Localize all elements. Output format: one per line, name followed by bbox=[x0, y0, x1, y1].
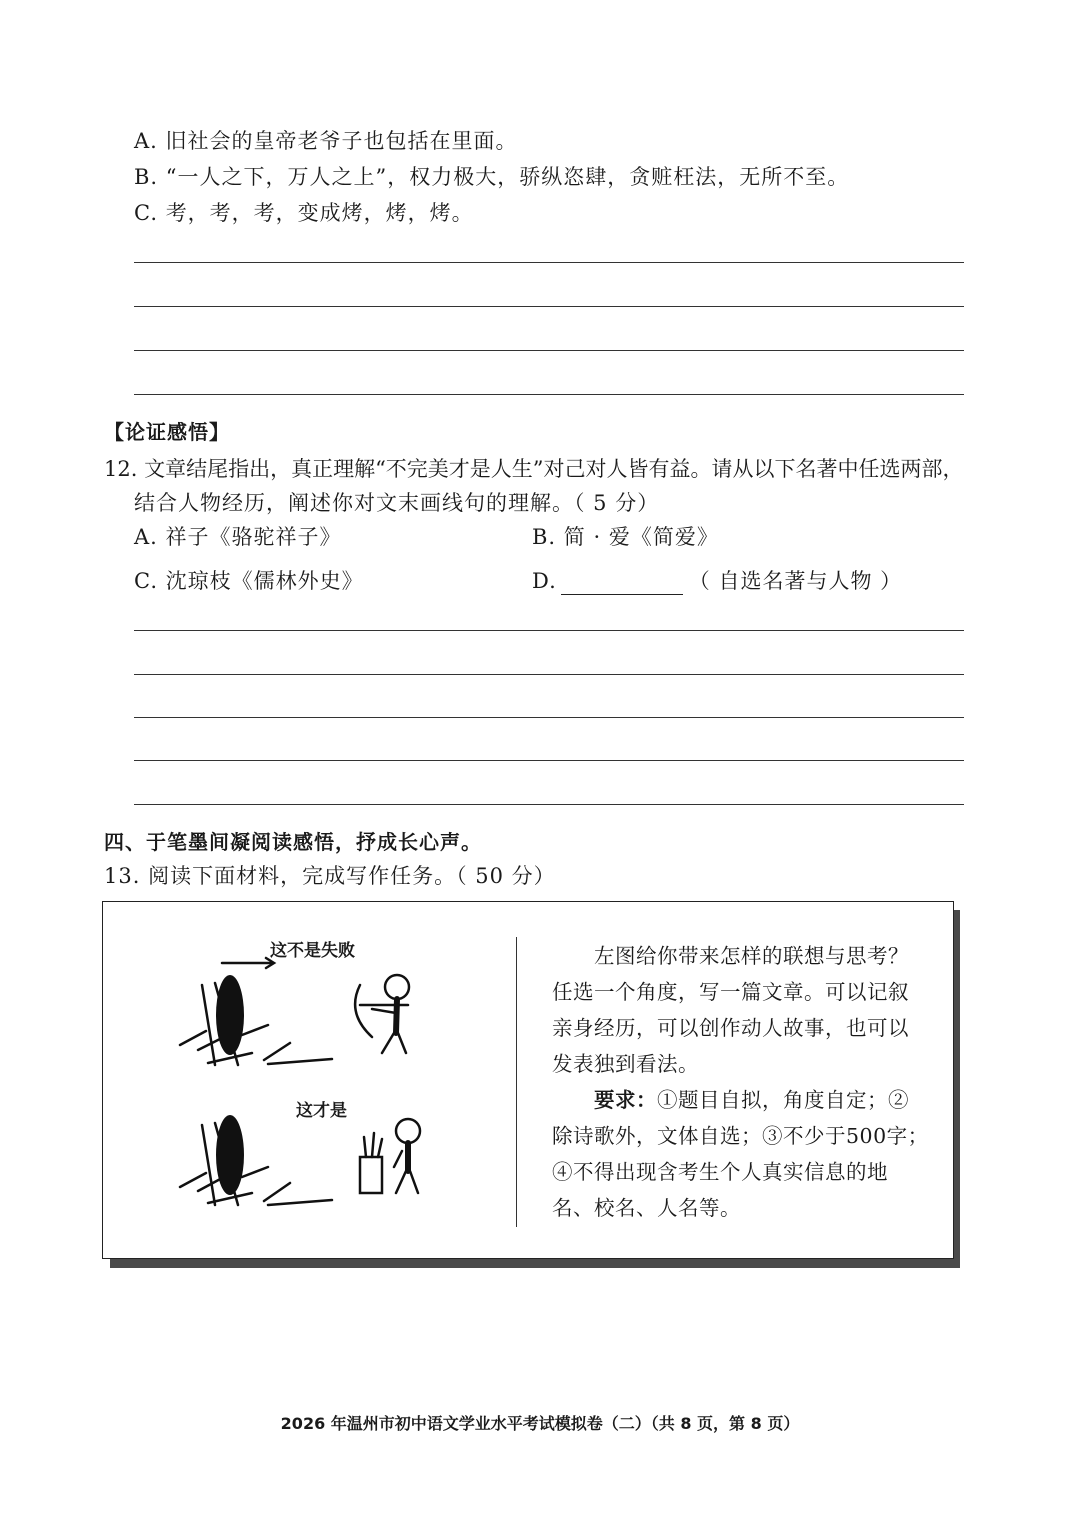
answer-line[interactable] bbox=[134, 350, 964, 351]
section-heading-lunzheng: 【论证感悟】 bbox=[104, 420, 230, 444]
option-text: 祥子《骆驼祥子》 bbox=[165, 525, 342, 549]
option-label: C. bbox=[134, 201, 158, 225]
q13-stem: 13. 阅读下面材料，完成写作任务。（ 50 分） bbox=[104, 864, 556, 888]
archery-cartoon bbox=[160, 925, 450, 1215]
option-label: A. bbox=[134, 525, 158, 549]
requirement-label: 要求： bbox=[594, 1088, 657, 1112]
option-label: D. bbox=[532, 569, 557, 593]
q12-option-b bbox=[532, 521, 719, 551]
section-heading-4: 四、于笔墨间凝阅读感悟，抒成长心声。 bbox=[104, 830, 482, 854]
prompt-line: 左图给你带来怎样的联想与思考？ bbox=[594, 944, 909, 968]
option-label: A. bbox=[134, 129, 158, 153]
q12-option-c bbox=[134, 565, 364, 595]
requirement-line-1 bbox=[552, 1082, 942, 1118]
fill-in-blank[interactable] bbox=[561, 574, 683, 595]
answer-line[interactable] bbox=[134, 306, 964, 307]
q12-option-a bbox=[134, 521, 342, 551]
answer-line[interactable] bbox=[134, 262, 964, 263]
requirement-line: ④不得出现含考生个人真实信息的地 bbox=[552, 1160, 888, 1184]
option-label: B. bbox=[532, 525, 557, 549]
q12-option-d bbox=[532, 565, 902, 595]
option-text: （ 自选名著与人物 ） bbox=[688, 569, 903, 593]
answer-line[interactable] bbox=[134, 717, 964, 718]
answer-line[interactable] bbox=[134, 394, 964, 395]
option-text: 考，考，考，变成烤，烤，烤。 bbox=[165, 201, 474, 225]
target-icon bbox=[216, 1115, 244, 1195]
box-divider bbox=[516, 937, 517, 1227]
option-text: 沈琼枝《儒林外史》 bbox=[165, 569, 364, 593]
answer-line[interactable] bbox=[134, 804, 964, 805]
requirement-text: ①题目自拟，角度自定；② bbox=[657, 1088, 909, 1112]
cartoon-caption-bottom: 这才是 bbox=[296, 1101, 347, 1121]
writing-prompt bbox=[552, 938, 942, 1226]
requirement-line: 名、校名、人名等。 bbox=[552, 1196, 741, 1220]
target-icon bbox=[216, 975, 244, 1055]
q11-option-c bbox=[134, 197, 474, 227]
option-text: 旧社会的皇帝老爷子也包括在里面。 bbox=[165, 129, 518, 153]
requirement-line: 除诗歌外，文体自选；③不少于500字； bbox=[552, 1124, 929, 1148]
page-footer: 2026 年温州市初中语文学业水平考试模拟卷（二）（共 8 页，第 8 页） bbox=[280, 1414, 800, 1433]
prompt-line: 发表独到看法。 bbox=[552, 1052, 699, 1076]
q11-option-a bbox=[134, 125, 518, 155]
prompt-line: 亲身经历，可以创作动人故事，也可以 bbox=[552, 1016, 909, 1040]
answer-line[interactable] bbox=[134, 630, 964, 631]
prompt-line: 任选一个角度，写一篇文章。可以记叙 bbox=[552, 980, 909, 1004]
option-text: 简 · 爱《简爱》 bbox=[563, 525, 719, 549]
answer-line[interactable] bbox=[134, 760, 964, 761]
option-label: C. bbox=[134, 569, 158, 593]
answer-line[interactable] bbox=[134, 674, 964, 675]
cartoon-caption-top: 这不是失败 bbox=[270, 941, 355, 961]
option-label: B. bbox=[134, 165, 159, 189]
q11-option-b bbox=[134, 161, 849, 191]
q12-stem-line2: 结合人物经历，阐述你对文末画线句的理解。（ 5 分） bbox=[134, 491, 660, 515]
option-text: “一人之下，万人之上”，权力极大，骄纵恣肆，贪赃枉法，无所不至。 bbox=[165, 165, 850, 189]
q12-stem-line1: 12. 文章结尾指出，真正理解“不完美才是人生”对己对人皆有益。请从以下名著中任选两部， bbox=[104, 457, 964, 481]
